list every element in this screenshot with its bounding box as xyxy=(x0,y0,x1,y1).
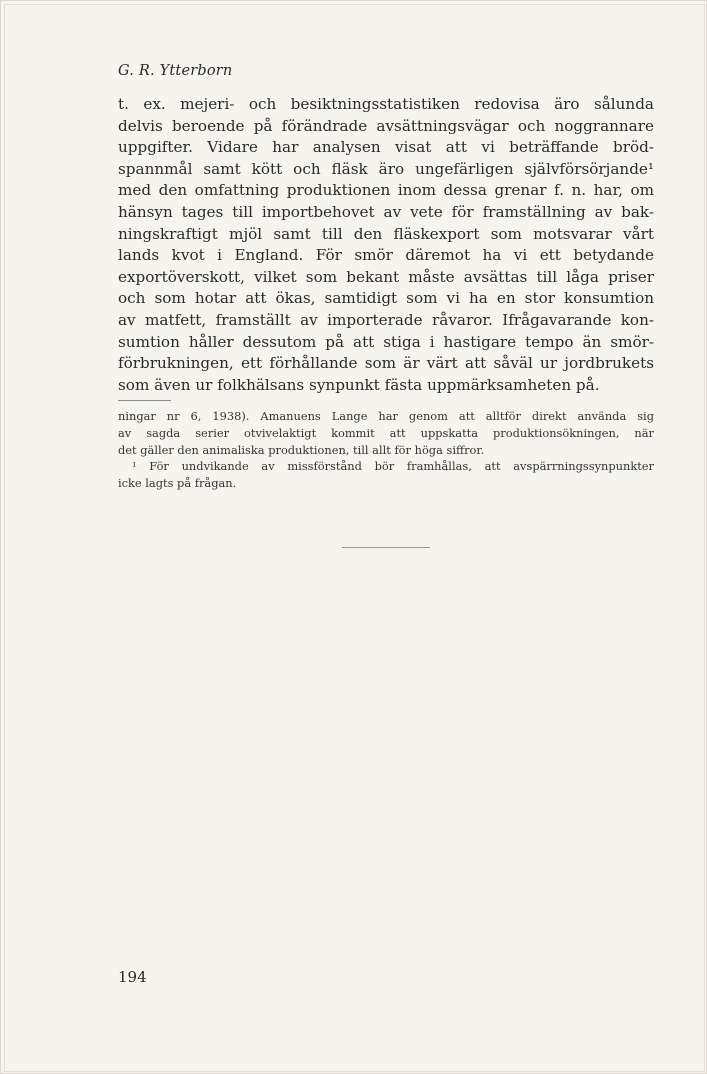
body-line: sumtion håller dessutom på att stiga i hastigare tempo än smör- xyxy=(118,332,654,351)
page-number: 194 xyxy=(118,968,147,986)
footnote-line: icke lagts på frågan. xyxy=(118,476,237,491)
body-line: hänsyn tages till importbehovet av vete för framställning av bak- xyxy=(118,202,654,221)
footnote-line: ningar nr 6, 1938). Amanuens Lange har genom att alltför direkt använda sig xyxy=(118,409,654,423)
footnote-separator xyxy=(118,400,171,401)
body-line: t. ex. mejeri- och besiktningsstatistiken redovisa äro sålunda xyxy=(118,95,654,113)
footnotes xyxy=(118,408,654,492)
footnote-line: av sagda serier otvivelaktigt kommit att uppskatta produktionsökningen, när xyxy=(118,425,654,440)
footnote-1: ¹ För undvikande av missförstånd bör framhållas, att avspärrningssynpunkter xyxy=(132,459,654,474)
body-line: och som hotar att ökas, samtidigt som vi ha en stor konsumtion xyxy=(118,289,654,308)
body-line: exportöverskott, vilket som bekant måste avsättas till låga priser xyxy=(118,267,654,286)
footnote-line: det gäller den animaliska produktionen, till allt för höga siffror. xyxy=(118,442,485,457)
body-line: med den omfattning produktionen inom dessa grenar f. n. har, om xyxy=(118,181,654,200)
section-end-rule xyxy=(342,547,430,548)
body-line: av matfett, framställt av importerade råvaror. Ifrågavarande kon- xyxy=(118,310,654,329)
body-line: spannmål samt kött och fläsk äro ungefärligen självförsörjande¹ xyxy=(118,159,654,178)
body-text xyxy=(118,94,654,396)
body-line: förbrukningen, ett förhållande som är värt att såväl ur jordbrukets xyxy=(118,354,654,373)
body-line: ningskraftigt mjöl samt till den fläskexport som motsvarar vårt xyxy=(118,224,654,243)
running-head-author: G. R. Ytterborn xyxy=(118,63,233,79)
body-line: lands kvot i England. För smör däremot ha vi ett betydande xyxy=(118,246,654,265)
body-line: uppgifter. Vidare har analysen visat att vi beträffande bröd- xyxy=(118,138,654,157)
body-line: som även ur folkhälsans synpunkt fästa uppmärksamheten på. xyxy=(118,375,600,394)
body-line: delvis beroende på förändrade avsättningsvägar och noggrannare xyxy=(118,116,654,135)
